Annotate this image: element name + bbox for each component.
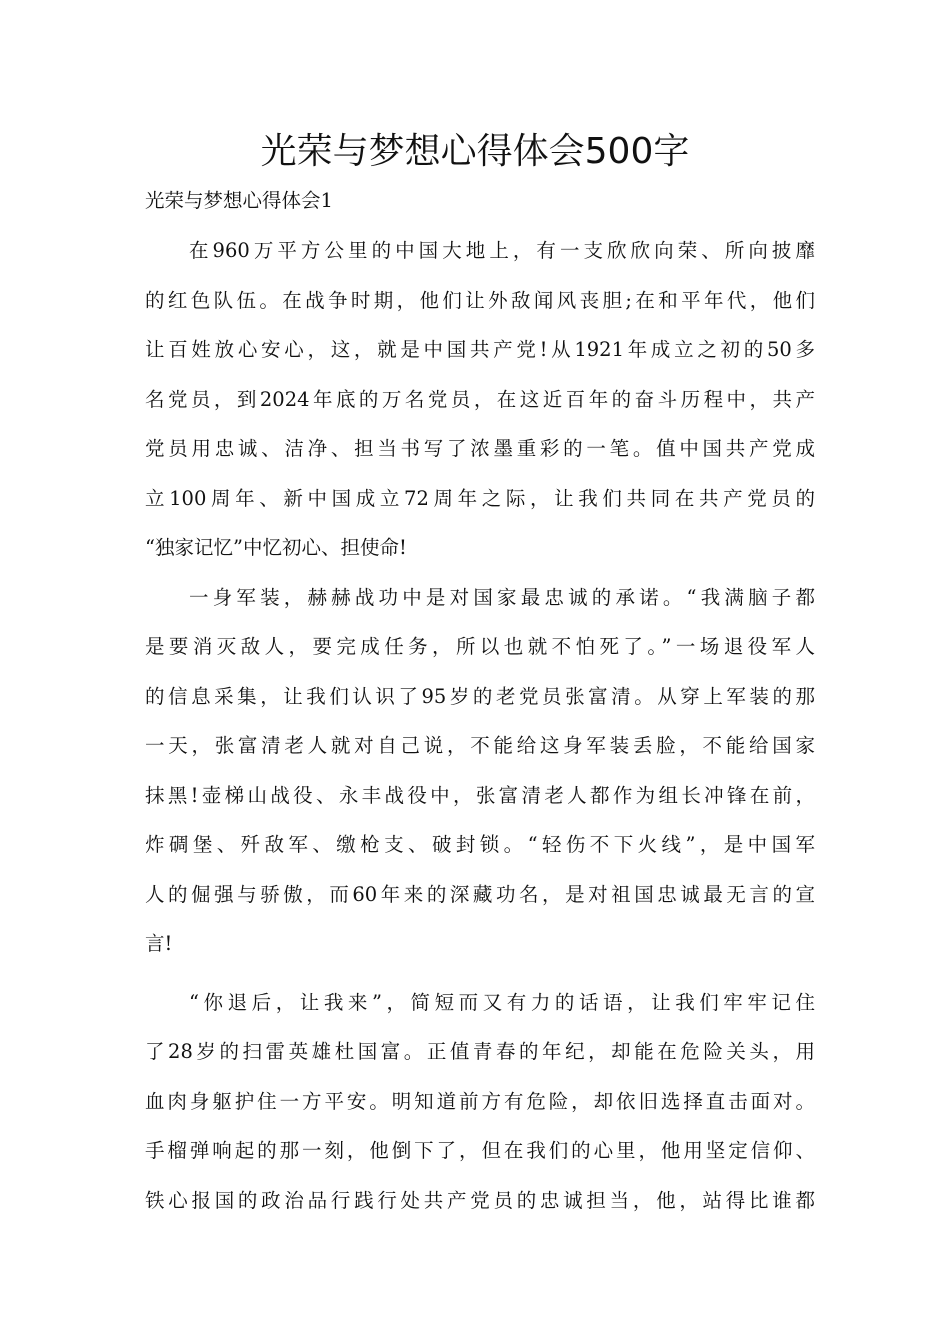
paragraph-line: 的红色队伍。在战争时期，他们让外敌闻风丧胆;在和平年代，他们 (145, 288, 815, 312)
paragraph-2 (145, 581, 815, 977)
paragraph-line: 血肉身躯护住一方平安。明知道前方有危险，却依旧选择直击面对。 (145, 1089, 815, 1113)
paragraph-line: 言! (145, 932, 173, 955)
paragraph-line: 一身军装，赫赫战功中是对国家最忠诚的承诺。“我满脑子都 (189, 585, 815, 609)
paragraph-line: 是要消灭敌人，要完成任务，所以也就不怕死了。”一场退役军人 (145, 635, 815, 658)
paragraph-line: 抹黑!壶梯山战役、永丰战役中，张富清老人都作为组长冲锋在前， (145, 783, 815, 807)
document-title: 光荣与梦想心得体会500字 (260, 131, 690, 172)
paragraph-line: 党员用忠诚、洁净、担当书写了浓墨重彩的一笔。值中国共产党成 (145, 437, 815, 460)
paragraph-line: 的信息采集，让我们认识了95岁的老党员张富清。从穿上军装的那 (145, 684, 815, 708)
paragraph-line: 手榴弹响起的那一刻，他倒下了，但在我们的心里，他用坚定信仰、 (145, 1139, 815, 1162)
paragraph-line: 名党员，到2024年底的万名党员，在这近百年的奋斗历程中，共产 (145, 387, 815, 411)
paragraph-3 (145, 986, 815, 1234)
paragraph-line: 一天，张富清老人就对自己说，不能给这身军装丢脸，不能给国家 (145, 734, 815, 757)
paragraph-line: 炸碉堡、歼敌军、缴枪支、破封锁。“轻伤不下火线”，是中国军 (145, 833, 815, 856)
paragraph-spacer (145, 977, 815, 986)
paragraph-1 (145, 234, 815, 581)
paragraph-line: “独家记忆”中忆初心、担使命! (145, 536, 407, 559)
document-subtitle: 光荣与梦想心得体会1 (145, 189, 333, 212)
paragraph-line: 让百姓放心安心，这，就是中国共产党!从1921年成立之初的50多 (145, 338, 815, 361)
paragraph-line: 在960万平方公里的中国大地上，有一支欣欣向荣、所向披靡 (189, 239, 815, 262)
document-body (145, 234, 815, 1233)
paragraph-line: “你退后，让我来”，简短而又有力的话语，让我们牢牢记住 (189, 990, 815, 1014)
paragraph-line: 铁心报国的政治品行践行处共产党员的忠诚担当，他，站得比谁都 (145, 1188, 815, 1212)
paragraph-line: 了28岁的扫雷英雄杜国富。正值青春的年纪，却能在危险关头，用 (145, 1040, 815, 1063)
paragraph-line: 人的倔强与骄傲，而60年来的深藏功名，是对祖国忠诚最无言的宣 (145, 882, 815, 906)
paragraph-line: 立100周年、新中国成立72周年之际，让我们共同在共产党员的 (145, 486, 815, 510)
